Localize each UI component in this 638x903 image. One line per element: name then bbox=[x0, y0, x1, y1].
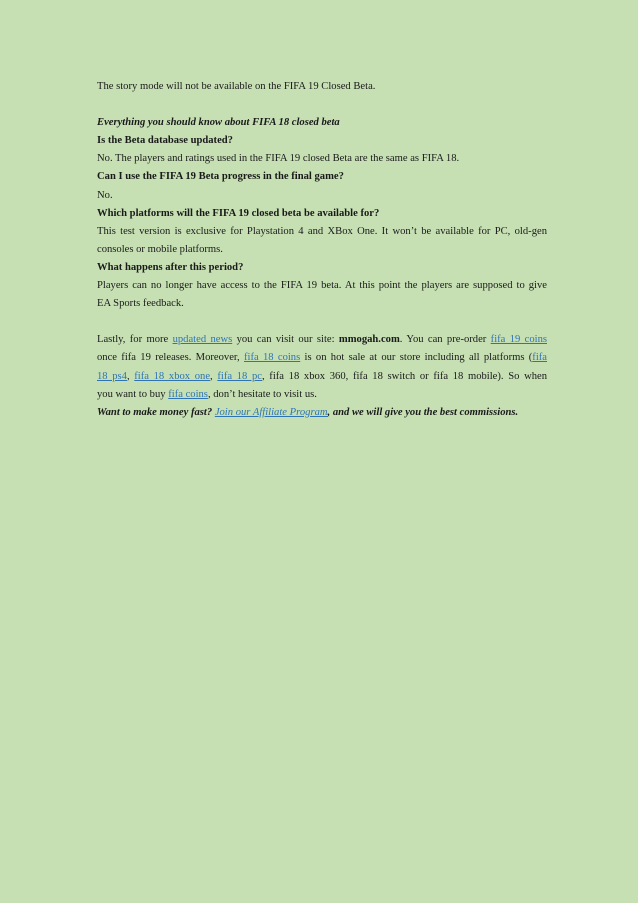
closing-text: Lastly, for more bbox=[97, 334, 173, 346]
faq-answer: consoles or mobile platforms. bbox=[97, 243, 223, 255]
closing-line-2 bbox=[97, 349, 547, 367]
fifa18-ps4-link[interactable]: 18 ps4 bbox=[97, 370, 127, 382]
fifa18-xbox-one-link[interactable]: fifa 18 xbox one bbox=[134, 370, 211, 382]
closing-text: , don’t hesitate to visit us. bbox=[207, 388, 317, 400]
fifa18-pc-link[interactable]: fifa 18 pc bbox=[217, 370, 262, 382]
closing-line-1 bbox=[97, 331, 547, 349]
affiliate-program-link[interactable]: Join our Affiliate Program bbox=[214, 406, 328, 418]
section-heading: Everything you should know about FIFA 18 closed beta bbox=[97, 117, 340, 129]
site-name: mmogah.com bbox=[338, 334, 400, 346]
closing-text: once fifa 19 releases. Moreover, bbox=[97, 352, 244, 364]
faq-answer: This test version is exclusive for Playstation 4 and XBox One. It won’t be available for PC, old-gen bbox=[97, 225, 547, 237]
closing-text: , bbox=[210, 370, 218, 382]
faq-question: Which platforms will the FIFA 19 closed beta be available for? bbox=[97, 207, 380, 219]
closing-text: you want to buy bbox=[97, 388, 169, 400]
faq-answer: No. The players and ratings used in the FIFA 19 closed Beta are the same as FIFA 18. bbox=[97, 153, 460, 165]
spacer bbox=[97, 96, 547, 114]
faq-question: What happens after this period? bbox=[97, 261, 244, 273]
cta-text: , and we will give you the best commissions. bbox=[327, 406, 519, 418]
closing-text: , bbox=[126, 370, 135, 382]
spacer bbox=[97, 313, 547, 331]
call-to-action bbox=[97, 404, 547, 422]
closing-text: . You can pre-order bbox=[399, 334, 491, 346]
closing-text: is on hot sale at our store including all platforms ( bbox=[300, 352, 533, 364]
closing-text: you can visit our site: bbox=[232, 334, 339, 346]
closing-text: , fifa 18 xbox 360, fifa 18 switch or fifa 18 mobile). So when bbox=[261, 370, 548, 382]
faq-answer: EA Sports feedback. bbox=[97, 298, 184, 310]
intro-text: The story mode will not be available on the FIFA 19 Closed Beta. bbox=[97, 81, 376, 92]
fifa-coins-link[interactable]: fifa coins bbox=[168, 388, 208, 400]
faq-answer: No. bbox=[97, 189, 113, 201]
closing-line-3 bbox=[97, 368, 547, 386]
faq-question: Is the Beta database updated? bbox=[97, 135, 233, 147]
faq-question: Can I use the FIFA 19 Beta progress in the final game? bbox=[97, 171, 344, 183]
fifa18-ps4-link[interactable]: fifa bbox=[532, 352, 547, 364]
faq-answer: Players can no longer have access to the FIFA 19 beta. At this point the players are supposed to give bbox=[97, 280, 547, 292]
document-page bbox=[97, 78, 547, 422]
cta-text: Want to make money fast? bbox=[97, 406, 215, 418]
updated-news-link[interactable]: updated news bbox=[172, 334, 233, 346]
fifa18-coins-link[interactable]: fifa 18 coins bbox=[243, 352, 301, 364]
fifa19-coins-link[interactable]: fifa 19 coins bbox=[490, 334, 547, 346]
closing-line-4 bbox=[97, 386, 547, 404]
